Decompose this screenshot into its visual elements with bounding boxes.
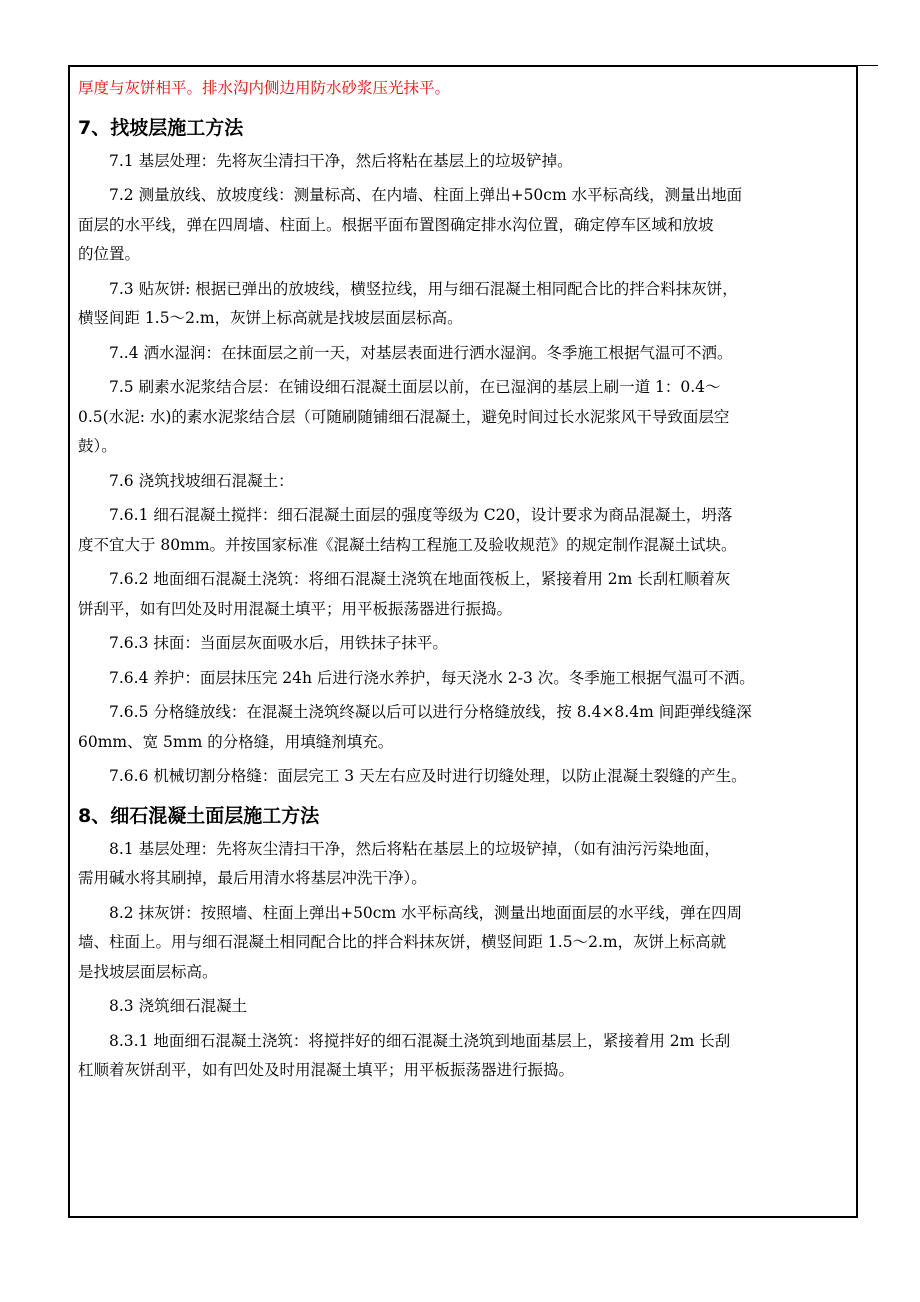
para-8-3: 8.3 浇筑细石混凝土 bbox=[109, 997, 248, 1015]
para-7-2-line-3: 的位置。 bbox=[78, 245, 141, 263]
para-7-3-line-1: 7.3 贴灰饼: 根据已弹出的放坡线，横竖拉线，用与细石混凝土相同配合比的拌合料抹灰饼， bbox=[109, 279, 738, 298]
para-7-6-1-line-1: 7.6.1 细石混凝土搅拌：细石混凝土面层的强度等级为 C20，设计要求为商品混凝土，坍落 bbox=[109, 506, 733, 524]
para-7-1: 7.1 基层处理：先将灰尘清扫干净，然后将粘在基层上的垃圾铲掉。 bbox=[109, 151, 573, 170]
para-8-2-line-2: 墙、柱面上。用与细石混凝土相同配合比的拌合料抹灰饼，横竖间距 1.5～2.m，灰饼上标高就 bbox=[78, 933, 727, 951]
para-7-6-6: 7.6.6 机械切割分格缝：面层完工 3 天左右应及时进行切缝处理，以防止混凝土裂缝的产生。 bbox=[109, 767, 747, 785]
para-7-6-4: 7.6.4 养护：面层抹压完 24h 后进行浇水养护，每天浇水 2-3 次。冬季施工根据气温可不洒。 bbox=[109, 668, 755, 687]
para-7-6-2-line-2: 饼刮平，如有凹处及时用混凝土填平；用平板振荡器进行振捣。 bbox=[78, 599, 513, 618]
intro-line: 厚度与灰饼相平。排水沟内侧边用防水砂浆压光抹平。 bbox=[78, 79, 451, 97]
para-8-2-line-1: 8.2 抹灰饼：按照墙、柱面上弹出+50cm 水平标高线，测量出地面面层的水平线，弹在四周 bbox=[109, 903, 743, 922]
para-7-6-3: 7.6.3 抹面：当面层灰面吸水后，用铁抹子抹平。 bbox=[109, 634, 448, 652]
top-rule-divider bbox=[856, 65, 878, 66]
para-7-4: 7..4 洒水湿润：在抹面层之前一天，对基层表面进行洒水湿润。冬季施工根据气温可不洒。 bbox=[109, 343, 733, 362]
para-7-6-5-line-1: 7.6.5 分格缝放线：在混凝土浇筑终凝以后可以进行分格缝放线，按 8.4×8.4m 间距弹线缝深 bbox=[109, 703, 752, 721]
para-7-6-2-line-1: 7.6.2 地面细石混凝土浇筑：将细石混凝土浇筑在地面筏板上，紧接着用 2m 长刮杠顺着灰 bbox=[109, 570, 731, 588]
para-8-2-line-3: 是找坡层面层标高。 bbox=[78, 962, 218, 981]
para-8-3-1-line-2: 杠顺着灰饼刮平，如有凹处及时用混凝土填平；用平板振荡器进行振捣。 bbox=[78, 1061, 575, 1079]
para-8-1-line-1: 8.1 基层处理：先将灰尘清扫干净，然后将粘在基层上的垃圾铲掉，（如有油污污染地面， bbox=[109, 839, 720, 858]
para-7-6-5-line-2: 60mm、宽 5mm 的分格缝，用填缝剂填充。 bbox=[78, 732, 394, 751]
document-body bbox=[78, 74, 850, 1086]
section-8-heading: 8、细石混凝土面层施工方法 bbox=[78, 804, 320, 827]
para-7-5-line-1: 7.5 刷素水泥浆结合层：在铺设细石混凝土面层以前，在已湿润的基层上刷一道 1：0.4～ bbox=[109, 378, 721, 396]
para-7-2-line-1: 7.2 测量放线、放坡度线：测量标高、在内墙、柱面上弹出+50cm 水平标高线，测量出地面 bbox=[109, 186, 743, 204]
para-8-1-line-2: 需用碱水将其刷掉，最后用清水将基层冲洗干净）。 bbox=[78, 869, 427, 887]
para-7-2-line-2: 面层的水平线，弹在四周墙、柱面上。根据平面布置图确定排水沟位置，确定停车区域和放坡 bbox=[78, 215, 714, 234]
section-7-heading: 7、找坡层施工方法 bbox=[78, 116, 244, 139]
para-7-6-1-line-2: 度不宜大于 80mm。并按国家标准《混凝土结构工程施工及验收规范》的规定制作混凝土试块。 bbox=[78, 535, 737, 554]
para-7-6: 7.6 浇筑找坡细石混凝土： bbox=[109, 471, 294, 490]
para-7-5-line-3: 鼓）。 bbox=[78, 437, 117, 455]
para-7-3-line-2: 横竖间距 1.5～2.m，灰饼上标高就是找坡层面层标高。 bbox=[78, 309, 463, 327]
para-7-5-line-2: 0.5(水泥: 水)的素水泥浆结合层（可随刷随铺细石混凝土，避免时间过长水泥浆风干导致面层空 bbox=[78, 407, 730, 426]
para-8-3-1-line-1: 8.3.1 地面细石混凝土浇筑：将搅拌好的细石混凝土浇筑到地面基层上，紧接着用 2m 长刮 bbox=[109, 1031, 731, 1050]
